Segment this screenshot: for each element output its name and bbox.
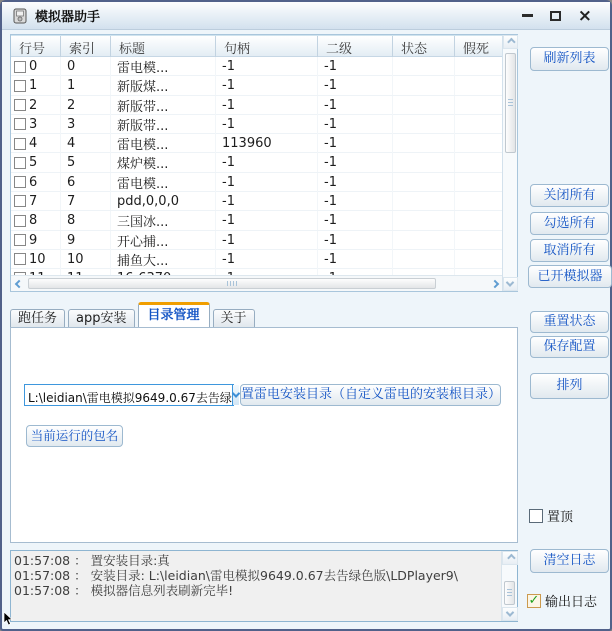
- col-header-freeze[interactable]: 假死: [463, 42, 490, 57]
- log-vertical-scrollbar[interactable]: [501, 551, 517, 621]
- cell-index: 5: [61, 153, 111, 172]
- col-header-handle[interactable]: 句柄: [216, 36, 318, 57]
- tab-dir-manage[interactable]: 目录管理: [138, 302, 210, 328]
- cell-freeze: [455, 134, 502, 153]
- scroll-down-icon[interactable]: [502, 607, 518, 621]
- table-row[interactable]: [11, 115, 502, 134]
- cell-row: 2: [29, 97, 38, 113]
- cell-handle: -1: [216, 115, 318, 134]
- cell-status: [393, 192, 455, 210]
- cell-index: 2: [61, 96, 111, 115]
- cell-freeze: [455, 192, 502, 210]
- tab-strip: [10, 302, 258, 328]
- cell-index: 10: [61, 250, 111, 269]
- log-line: 01:57:08 ： 模拟器信息列表刷新完毕!: [14, 583, 234, 598]
- cell-index: 3: [61, 115, 111, 134]
- output-log-checkbox-row[interactable]: [527, 591, 597, 610]
- cell-handle: -1: [216, 153, 318, 172]
- current-package-button[interactable]: 当前运行的包名: [26, 425, 123, 447]
- cell-handle: -1: [216, 211, 318, 230]
- cell-status: [393, 211, 455, 230]
- cell-row: 7: [29, 193, 38, 209]
- check-all-button[interactable]: 勾选所有: [530, 212, 609, 235]
- title-bar[interactable]: [2, 2, 610, 30]
- cell-second: -1: [318, 153, 393, 172]
- horizontal-scroll-thumb[interactable]: [28, 278, 436, 289]
- emulator-list: [10, 34, 518, 292]
- window-title: 模拟器助手: [35, 10, 101, 25]
- scroll-left-icon[interactable]: [11, 276, 26, 291]
- cell-title: 开心捕...: [111, 231, 216, 250]
- install-path-combobox[interactable]: [24, 384, 234, 406]
- cell-second: -1: [318, 76, 393, 95]
- cell-index: 0: [61, 57, 111, 76]
- table-row[interactable]: [11, 57, 502, 76]
- row-checkbox[interactable]: [14, 195, 26, 207]
- log-scroll-thumb[interactable]: [504, 581, 515, 605]
- cell-title: pdd,0,0,0: [111, 192, 216, 210]
- close-icon[interactable]: ×: [577, 5, 592, 26]
- cell-handle: -1: [216, 173, 318, 192]
- cell-freeze: [455, 153, 502, 172]
- cell-handle: -1: [216, 76, 318, 95]
- combobox-dropdown-button[interactable]: [232, 385, 239, 405]
- save-config-button[interactable]: 保存配置: [530, 336, 609, 358]
- cell-handle: -1: [216, 250, 318, 269]
- log-scroll-track[interactable]: [502, 565, 517, 607]
- cell-handle: -1: [216, 192, 318, 210]
- row-checkbox[interactable]: [14, 253, 26, 265]
- set-install-dir-button[interactable]: 置雷电安装目录（自定义雷电的安装根目录）: [240, 384, 501, 406]
- cell-second: -1: [318, 134, 393, 153]
- log-line: 01:57:08 ： 置安装目录:真: [14, 553, 170, 568]
- log-area: [10, 550, 518, 622]
- minimize-icon[interactable]: [522, 14, 533, 17]
- app-icon: [12, 8, 28, 24]
- table-row[interactable]: [11, 231, 502, 250]
- row-checkbox[interactable]: [14, 234, 26, 246]
- table-row[interactable]: [11, 96, 502, 115]
- cell-status: [393, 173, 455, 192]
- cell-status: [393, 57, 455, 76]
- row-checkbox[interactable]: [14, 99, 26, 111]
- cell-title: 捕鱼大...: [111, 250, 216, 269]
- col-header-title[interactable]: 标题: [111, 36, 216, 57]
- row-checkbox[interactable]: [14, 80, 26, 92]
- cell-status: [393, 153, 455, 172]
- row-checkbox[interactable]: [14, 138, 26, 150]
- cell-row: 4: [29, 136, 38, 152]
- cell-row: 6: [29, 174, 38, 190]
- cell-status: [393, 96, 455, 115]
- cell-title: 雷电模...: [111, 134, 216, 153]
- cell-index: 9: [61, 231, 111, 250]
- uncheck-all-button[interactable]: 取消所有: [530, 239, 609, 262]
- col-header-row[interactable]: 行号: [11, 36, 61, 57]
- refresh-list-button[interactable]: 刷新列表: [530, 47, 609, 71]
- table-row[interactable]: [11, 211, 502, 230]
- cell-row: 10: [29, 251, 46, 267]
- table-row[interactable]: [11, 192, 502, 211]
- mouse-cursor: [3, 612, 13, 626]
- cell-title: 新版煤...: [111, 76, 216, 95]
- clear-log-button[interactable]: 清空日志: [530, 549, 609, 573]
- tab-about[interactable]: 关于: [213, 309, 255, 328]
- cell-freeze: [455, 250, 502, 269]
- row-checkbox[interactable]: [14, 118, 26, 130]
- cell-second: -1: [318, 250, 393, 269]
- cell-second: -1: [318, 115, 393, 134]
- dir-manage-panel: [10, 327, 518, 543]
- table-row[interactable]: [11, 250, 502, 269]
- cell-freeze: [455, 173, 502, 192]
- cell-handle: 113960: [216, 134, 318, 153]
- cell-freeze: [455, 231, 502, 250]
- cell-row: 1: [29, 78, 38, 94]
- row-checkbox[interactable]: [14, 215, 26, 227]
- cell-status: [393, 250, 455, 269]
- cell-second: -1: [318, 211, 393, 230]
- arrange-button[interactable]: 排列: [530, 373, 609, 399]
- log-lines[interactable]: [11, 551, 501, 621]
- scroll-up-icon[interactable]: [503, 35, 518, 49]
- cell-title: 新版带...: [111, 96, 216, 115]
- cell-freeze: [455, 211, 502, 230]
- cell-handle: -1: [216, 57, 318, 76]
- row-checkbox[interactable]: [14, 176, 26, 188]
- cell-freeze: [455, 76, 502, 95]
- topmost-checkbox-row[interactable]: [529, 506, 573, 525]
- cell-row: 5: [29, 155, 38, 171]
- close-all-button[interactable]: 关闭所有: [530, 184, 609, 207]
- cell-row: 3: [29, 116, 38, 132]
- output-log-checkbox[interactable]: ✓: [528, 592, 540, 608]
- row-checkbox[interactable]: [14, 157, 26, 169]
- cell-index: 8: [61, 211, 111, 230]
- cell-title: 煤炉模...: [111, 153, 216, 172]
- cell-second: -1: [318, 57, 393, 76]
- cell-index: 6: [61, 173, 111, 192]
- table-horizontal-scrollbar[interactable]: [11, 275, 502, 291]
- scroll-right-icon[interactable]: [487, 276, 502, 291]
- cell-second: -1: [318, 192, 393, 210]
- cell-row: 0: [29, 59, 38, 74]
- cell-row: 9: [29, 232, 38, 248]
- cell-status: [393, 231, 455, 250]
- vertical-scroll-thumb[interactable]: [505, 53, 516, 153]
- log-line: 01:57:08 ： 安装目录: L:\leidian\雷电模拟9649.0.67去告绿色版\LDPlayer9\: [14, 568, 458, 583]
- cell-second: -1: [318, 231, 393, 250]
- install-path-value[interactable]: L:\leidian\雷电模拟9649.0.67去告绿: [28, 391, 232, 405]
- row-checkbox[interactable]: [14, 61, 26, 73]
- cell-handle: -1: [216, 231, 318, 250]
- maximize-icon[interactable]: [550, 11, 561, 21]
- table-row[interactable]: [11, 76, 502, 95]
- table-row[interactable]: [11, 153, 502, 172]
- cell-title: 三国冰...: [111, 211, 216, 230]
- output-log-label: 输出日志: [545, 595, 598, 610]
- col-header-status[interactable]: 状态: [393, 36, 455, 57]
- table-vertical-scrollbar[interactable]: [502, 35, 517, 291]
- cell-index: 7: [61, 192, 111, 210]
- table-row[interactable]: [11, 173, 502, 192]
- scroll-up-icon[interactable]: [502, 551, 518, 565]
- table-row[interactable]: [11, 134, 502, 153]
- tab-app-install[interactable]: app安装: [68, 309, 134, 328]
- cell-status: [393, 134, 455, 153]
- cell-second: -1: [318, 96, 393, 115]
- cell-freeze: [455, 57, 502, 76]
- cell-index: 4: [61, 134, 111, 153]
- col-header-index[interactable]: 索引: [61, 36, 111, 57]
- col-header-second[interactable]: 二级: [318, 36, 393, 57]
- cell-status: [393, 115, 455, 134]
- cell-title: 雷电模...: [111, 173, 216, 192]
- cell-freeze: [455, 115, 502, 134]
- topmost-checkbox[interactable]: [529, 509, 543, 523]
- table-body: [11, 57, 502, 275]
- cell-status: [393, 76, 455, 95]
- cell-handle: -1: [216, 96, 318, 115]
- table-header: [11, 35, 502, 57]
- cell-index: 1: [61, 76, 111, 95]
- cell-title: 雷电模...: [111, 57, 216, 76]
- cell-freeze: [455, 96, 502, 115]
- topmost-label: 置顶: [547, 510, 574, 525]
- reset-state-button[interactable]: 重置状态: [530, 311, 609, 333]
- scroll-down-icon[interactable]: [503, 277, 518, 291]
- cell-second: -1: [318, 173, 393, 192]
- cell-row: 8: [29, 213, 38, 229]
- opened-emulators-button[interactable]: 已开模拟器: [528, 265, 612, 288]
- chevron-down-icon: [232, 389, 240, 397]
- cell-title: 新版带...: [111, 115, 216, 134]
- tab-run-tasks[interactable]: 跑任务: [10, 309, 65, 328]
